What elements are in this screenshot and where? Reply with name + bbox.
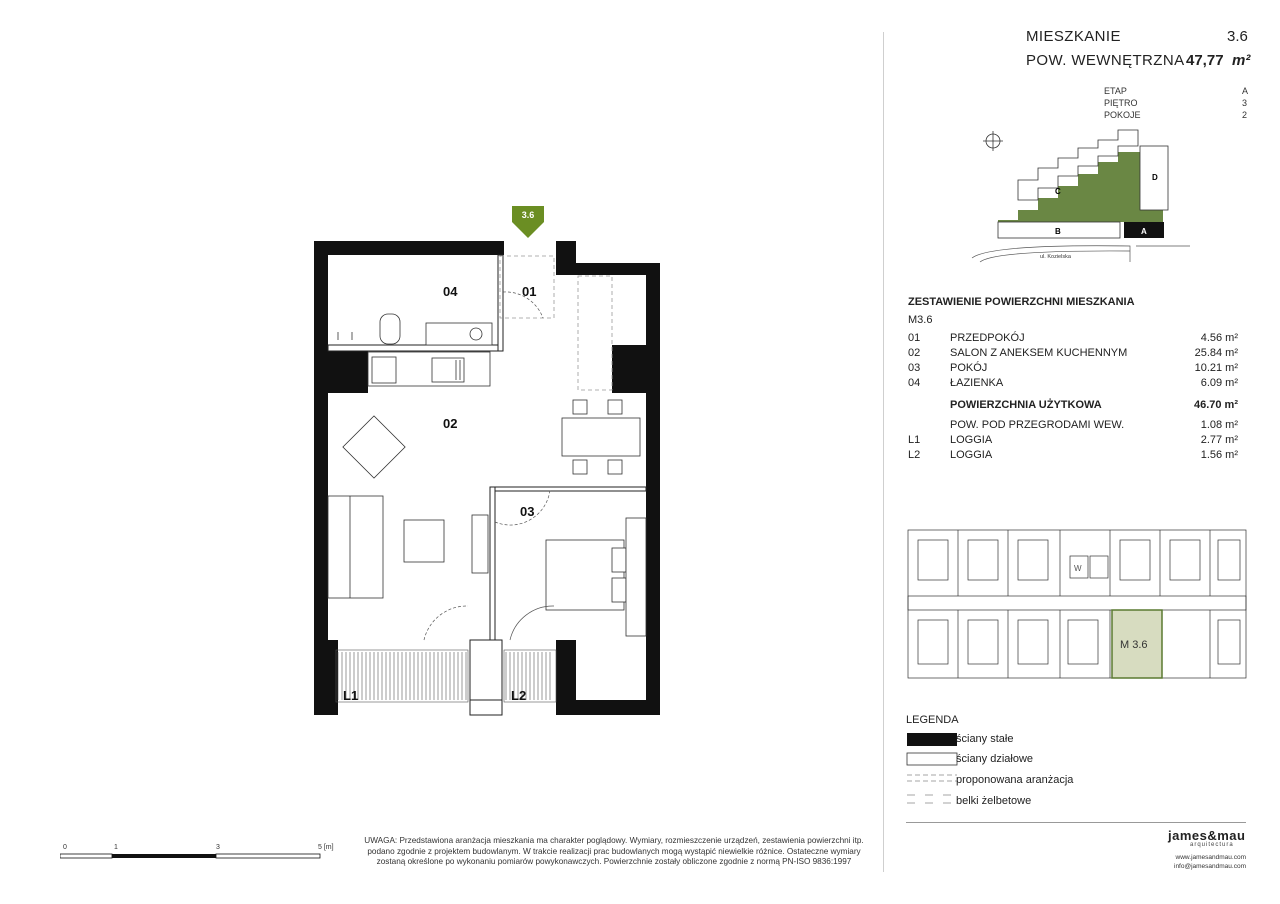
usable-area-row xyxy=(908,399,1238,413)
dining-set xyxy=(562,400,640,474)
scale-bar xyxy=(60,850,360,862)
row-num: 01 xyxy=(908,332,921,344)
brand-contact xyxy=(1170,853,1246,871)
street-label: ul. Kozielska xyxy=(1040,254,1071,260)
row-num: 03 xyxy=(908,362,921,374)
summary-row xyxy=(908,332,1238,346)
entry-marker xyxy=(512,206,544,238)
site-plan xyxy=(960,126,1260,272)
brand-sub: arquitectura xyxy=(1190,842,1234,848)
row-area: 6.09 m² xyxy=(1200,377,1238,389)
brand-web: www.jamesandmau.com xyxy=(1175,854,1246,861)
key-plan xyxy=(905,522,1250,684)
area-value: 47,77 xyxy=(1186,52,1224,69)
room-label-l2: L2 xyxy=(511,688,527,703)
row-name: POW. POD PRZEGRODAMI WEW. xyxy=(950,419,1125,431)
room-label-03: 03 xyxy=(520,504,535,519)
room-label-02: 02 xyxy=(443,416,458,431)
area-label: POW. WEWNĘTRZNA xyxy=(1026,52,1185,69)
room-label-04: 04 xyxy=(443,284,458,299)
legend-item-partition: ściany działowe xyxy=(956,753,1034,765)
row-area: 25.84 m² xyxy=(1194,347,1238,359)
area-unit: m² xyxy=(1232,52,1251,69)
usable-area-value: 46.70 m² xyxy=(1193,399,1238,411)
brand-email: info@jamesandmau.com xyxy=(1174,863,1246,870)
keyplan-stair-label: W xyxy=(1074,564,1082,573)
entry-marker-label: 3.6 xyxy=(521,210,535,220)
legend-item-beams: belki żelbetowe xyxy=(956,795,1032,807)
row-name: SALON Z ANEKSEM KUCHENNYM xyxy=(950,347,1128,359)
bathroom-fixtures xyxy=(338,314,492,345)
scale-tick-0: 0 xyxy=(63,844,67,851)
row-area: 4.56 m² xyxy=(1200,332,1238,344)
meta-pietro-label: PIĘTRO xyxy=(1104,98,1138,108)
swatch-beams xyxy=(907,795,957,803)
usable-area-label: POWIERZCHNIA UŻYTKOWA xyxy=(950,399,1102,411)
summary-code: M3.6 xyxy=(908,314,933,326)
row-name: PRZEDPOKÓJ xyxy=(950,332,1025,344)
room-label-l1: L1 xyxy=(343,688,359,703)
living-furniture xyxy=(328,416,488,598)
swatch-partition xyxy=(907,753,957,765)
proposed-arrangement xyxy=(500,256,612,390)
footer-rule xyxy=(906,822,1246,823)
row-num: 04 xyxy=(908,377,921,389)
building-b-label: B xyxy=(1055,227,1061,236)
summary-row xyxy=(908,419,1238,433)
swatch-proposed xyxy=(907,775,957,781)
meta-pokoje-value: 2 xyxy=(1242,110,1248,120)
meta-etap-value: A xyxy=(1242,86,1249,96)
meta-pokoje-label: POKOJE xyxy=(1104,110,1141,120)
row-name: LOGGIA xyxy=(950,449,993,461)
row-num: 02 xyxy=(908,347,921,359)
summary-row xyxy=(908,434,1238,448)
floor-plan xyxy=(300,200,680,725)
apartment-label: MIESZKANIE xyxy=(1026,28,1121,45)
row-area: 10.21 m² xyxy=(1194,362,1238,374)
legend-item-structural: ściany stałe xyxy=(956,733,1014,745)
meta-etap-label: ETAP xyxy=(1104,86,1127,96)
row-num: L2 xyxy=(908,449,921,461)
brand-logo: james&mau xyxy=(1168,828,1246,843)
row-name: LOGGIA xyxy=(950,434,993,446)
summary-title: ZESTAWIENIE POWIERZCHNI MIESZKANIA xyxy=(908,296,1135,308)
row-area: 2.77 m² xyxy=(1200,434,1238,446)
summary-row xyxy=(908,347,1238,361)
building-d-label: D xyxy=(1152,173,1158,182)
room-label-01: 01 xyxy=(522,284,537,299)
row-num: L1 xyxy=(908,434,921,446)
legend-item-proposed: proponowana aranżacja xyxy=(956,774,1074,786)
scale-tick-5: 5 [m] xyxy=(318,844,334,851)
scale-tick-1: 1 xyxy=(114,844,118,851)
vertical-divider xyxy=(883,32,884,872)
swatch-structural xyxy=(907,733,957,746)
row-name: ŁAZIENKA xyxy=(950,377,1004,389)
meta-pietro-value: 3 xyxy=(1242,98,1248,108)
row-area: 1.56 m² xyxy=(1200,449,1238,461)
scale-tick-3: 3 xyxy=(216,844,220,851)
compass-icon xyxy=(983,131,1003,151)
row-name: POKÓJ xyxy=(950,362,988,374)
disclaimer-note: UWAGA: Przedstawiona aranżacja mieszkania ma charakter poglądowy. Wymiary, rozmieszczenie urządzeń, zestawienia powierzchni itp. podano zgodnie z projektem budowlanym. W trakcie realizacji prac budowlanych mogą wystąpić niewielkie różnice. Ostateczne wymiary zostaną określone po wykonaniu pomiarów powykonawczych. Powierzchnie zostały obliczone zgodnie z normą PN-ISO 9836:1997 xyxy=(364,836,864,866)
row-area: 1.08 m² xyxy=(1200,419,1238,431)
summary-row xyxy=(908,377,1238,391)
building-c-label: C xyxy=(1055,187,1061,196)
building-a-label: A xyxy=(1141,227,1147,236)
legend-title: LEGENDA xyxy=(906,714,959,726)
apartment-number: 3.6 xyxy=(1227,28,1248,45)
bedroom-furniture xyxy=(546,518,646,636)
kitchen-counter xyxy=(368,352,490,386)
summary-row xyxy=(908,362,1238,376)
summary-row xyxy=(908,449,1238,463)
keyplan-unit-label: M 3.6 xyxy=(1120,639,1148,651)
